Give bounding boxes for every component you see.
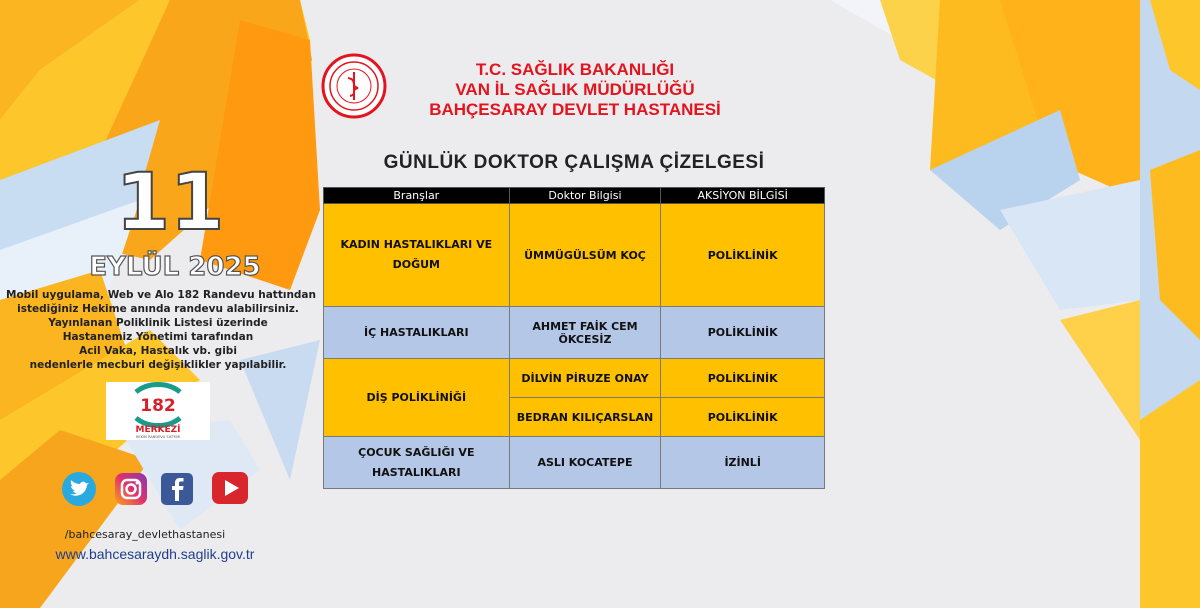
column-header-branch: Branşlar — [324, 188, 510, 204]
doctor-cell: ASLI KOCATEPE — [509, 437, 661, 489]
action-cell: POLİKLİNİK — [661, 204, 825, 307]
institution-header — [400, 60, 750, 120]
column-header-action: AKSİYON BİLGİSİ — [661, 188, 825, 204]
date-month-year: EYLÜL 2025 — [89, 252, 261, 282]
doctor-schedule-table — [323, 187, 825, 489]
website-link[interactable]: www.bahcesaraydh.saglik.gov.tr — [55, 546, 255, 562]
doctor-cell: AHMET FAİK CEM ÖKCESİZ — [509, 307, 661, 359]
column-header-doctor: Doktor Bilgisi — [509, 188, 661, 204]
table-row — [324, 359, 825, 398]
branch-cell: ÇOCUK SAĞLIĞI VE HASTALIKLARI — [324, 437, 510, 489]
ministry-logo — [320, 52, 388, 120]
social-handle: /bahcesaray_devlethastanesi — [64, 528, 226, 541]
instagram-icon[interactable] — [112, 470, 150, 508]
ministry-name: T.C. SAĞLIK BAKANLIĞI — [475, 60, 675, 79]
branch-cell: DİŞ POLİKLİNİĞİ — [324, 359, 510, 437]
action-cell: POLİKLİNİK — [661, 307, 825, 359]
appointment-info — [6, 288, 316, 372]
info-line: istediğiniz Hekime anında randevu alabilirsiniz. — [17, 303, 299, 315]
action-cell: POLİKLİNİK — [661, 359, 825, 398]
badge-number: 182 — [140, 396, 176, 416]
table-row — [324, 437, 825, 489]
info-line: Acil Vaka, Hastalık vb. gibi — [79, 345, 237, 357]
info-line: nedenlerle mecburi değişiklikler yapılabilir. — [29, 359, 287, 371]
info-line: Yayınlanan Poliklinik Listesi üzerinde — [48, 317, 268, 329]
table-row — [324, 307, 825, 359]
hospital-name: BAHÇESARAY DEVLET HASTANESİ — [429, 100, 721, 119]
schedule-title: GÜNLÜK DOKTOR ÇALIŞMA ÇİZELGESİ — [383, 152, 765, 173]
date-day: 11 — [115, 158, 225, 248]
branch-cell: KADIN HASTALIKLARI VE DOĞUM — [324, 204, 510, 307]
branch-cell: İÇ HASTALIKLARI — [324, 307, 510, 359]
info-line: Mobil uygulama, Web ve Alo 182 Randevu hattından — [6, 289, 316, 301]
doctor-cell: DİLVİN PİRUZE ONAY — [509, 359, 661, 398]
table-row — [324, 204, 825, 307]
doctor-cell: BEDRAN KILIÇARSLAN — [509, 398, 661, 437]
table-header-row — [324, 188, 825, 204]
facebook-icon[interactable] — [158, 470, 196, 508]
doctor-cell: ÜMMÜGÜLSÜM KOÇ — [509, 204, 661, 307]
badge-label: MERKEZİ — [135, 425, 181, 435]
badge-small-text: HEKİM RANDEVU SİSTEMİ — [135, 435, 181, 439]
mhrs-182-logo — [106, 382, 210, 440]
twitter-icon[interactable] — [60, 470, 98, 508]
action-cell: POLİKLİNİK — [661, 398, 825, 437]
action-cell: İZİNLİ — [661, 437, 825, 489]
directorate-name: VAN İL SAĞLIK MÜDÜRLÜĞÜ — [455, 80, 695, 99]
info-line: Hastanemiz Yönetimi tarafından — [62, 331, 254, 343]
youtube-icon[interactable] — [208, 466, 252, 510]
